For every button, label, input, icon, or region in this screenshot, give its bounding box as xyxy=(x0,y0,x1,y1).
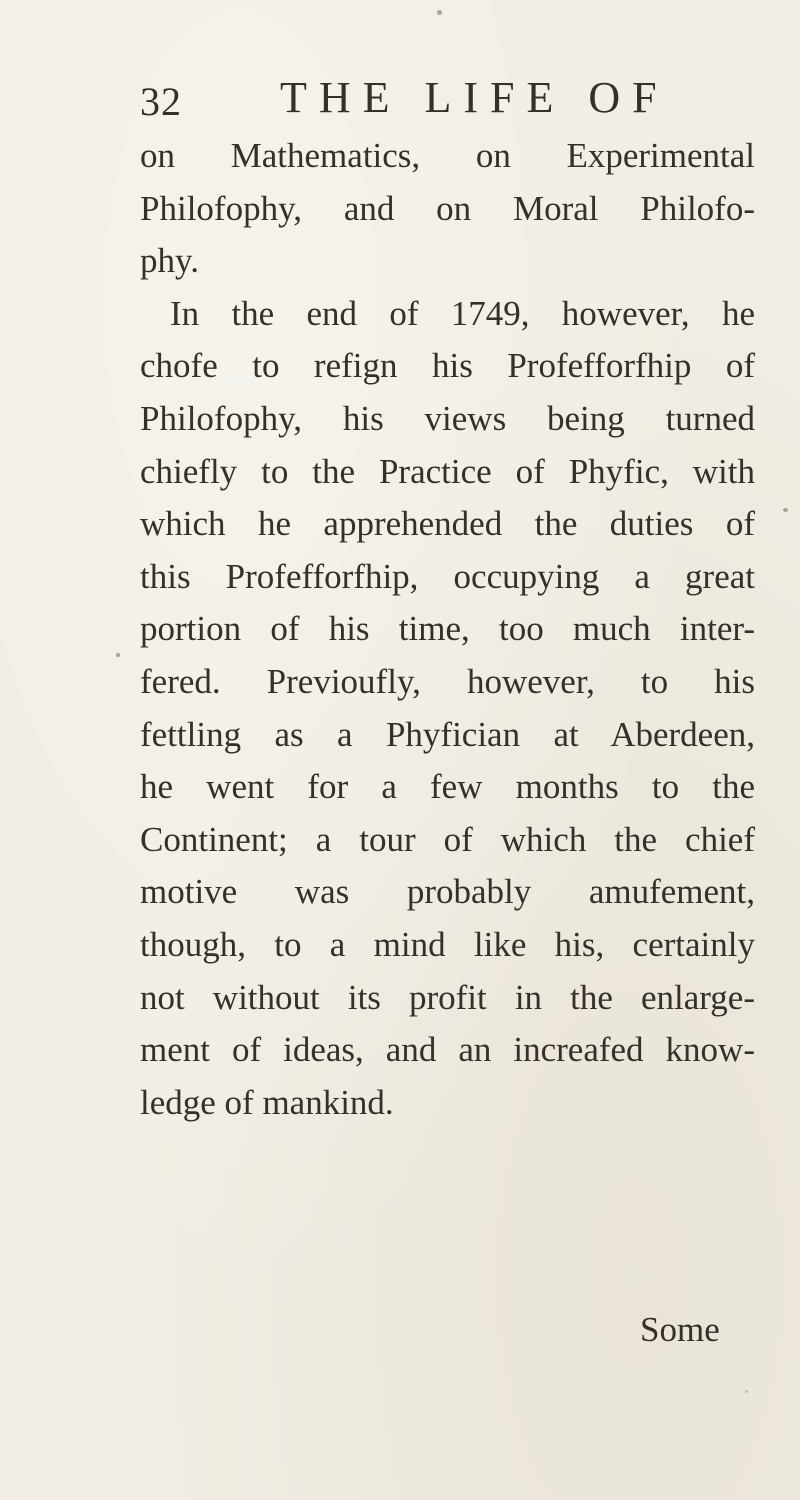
running-head xyxy=(140,72,760,122)
paper-speck xyxy=(745,1390,748,1393)
text-line: ledge of mankind. xyxy=(140,1082,394,1122)
text-line: phy. xyxy=(140,241,199,281)
body-text xyxy=(140,130,755,1129)
text-line: In the end of 1749, however, he xyxy=(170,293,755,333)
text-line: Philofophy, and on Moral Philofo- xyxy=(140,188,755,228)
catchword: Some xyxy=(640,1310,720,1349)
text-line: not without its profit in the enlarge- xyxy=(140,977,755,1017)
running-title: THE LIFE OF xyxy=(280,73,669,122)
paper-speck xyxy=(437,10,442,15)
text-line: on Mathematics, on Experimental xyxy=(140,136,755,175)
text-line: fettling as a Phyfician at Aberdeen, xyxy=(140,714,755,754)
text-line: though, to a mind like his, certainly xyxy=(140,924,755,964)
text-line: fered. Previoufly, however, to his xyxy=(140,661,755,701)
page-number: 32 xyxy=(140,79,182,124)
text-line: chiefly to the Practice of Phyfic, with xyxy=(140,451,755,491)
text-line: ment of ideas, and an increafed know- xyxy=(140,1030,755,1070)
text-line: Philofophy, his views being turned xyxy=(140,398,755,438)
paper-speck xyxy=(116,653,120,657)
text-line: he went for a few months to the xyxy=(140,767,755,807)
paper-speck xyxy=(783,508,788,512)
text-line: portion of his time, too much inter- xyxy=(140,609,755,649)
text-line: which he apprehended the duties of xyxy=(140,504,755,544)
text-line: Continent; a tour of which the chief xyxy=(140,819,755,859)
text-line: motive was probably amufement, xyxy=(140,872,755,912)
text-line: chofe to refign his Profefforfhip of xyxy=(140,346,755,386)
text-line: this Profefforfhip, occupying a great xyxy=(140,556,755,596)
